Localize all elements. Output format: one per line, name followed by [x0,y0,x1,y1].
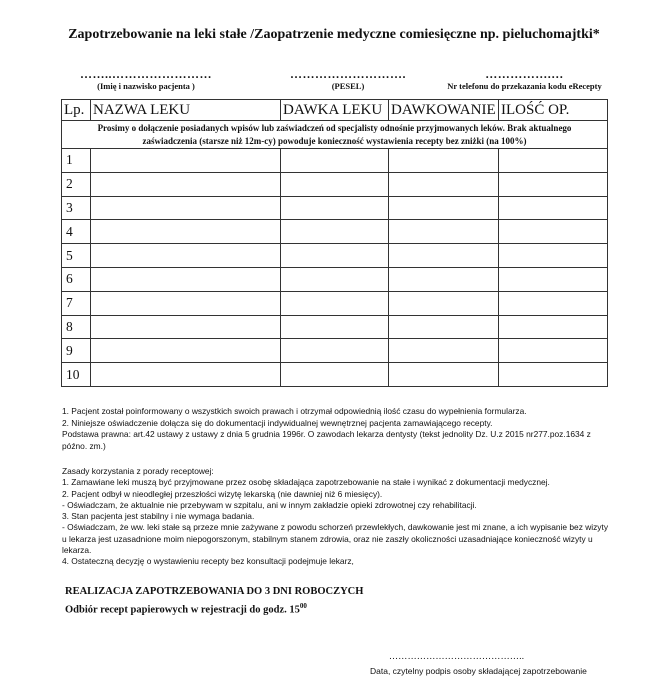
dosing-cell[interactable] [389,315,499,339]
quantity-cell[interactable] [499,267,608,291]
phone-field[interactable] [437,67,612,91]
rule-item: 4. Ostateczną decyzję o wystawieniu recepty bez konsultacji podejmuje lekarz, [62,556,354,567]
header-dosing: DAWKOWANIE [389,100,499,121]
table-note-row [62,121,608,149]
dose-cell[interactable] [281,244,389,268]
rules-heading: Zasady korzystania z porady receptowej: [62,466,214,476]
row-number: 7 [62,291,91,315]
dosing-cell[interactable] [389,172,499,196]
signature-label: Data, czytelny podpis osoby składającej zapotrzebowanie [370,666,587,676]
row-number: 5 [62,244,91,268]
drug-name-cell[interactable] [91,339,281,363]
quantity-cell[interactable] [499,244,608,268]
table-header-row [62,100,608,121]
drug-name-cell[interactable] [91,267,281,291]
row-number: 8 [62,315,91,339]
note-item: 1. Pacjent został poinformowany o wszystkich swoich prawach i otrzymał odpowiednią ilość czasu do wypełnienia formularza. [62,406,527,416]
row-number: 10 [62,363,91,387]
dosing-cell[interactable] [389,220,499,244]
drug-name-cell[interactable] [91,172,281,196]
table-note-line-2: zaświadczenia (starsze niż 12m-cy) powoduje konieczność wystawienia recepty bez zniżki (na 100%) [142,135,527,146]
dosing-cell[interactable] [389,339,499,363]
quantity-cell[interactable] [499,363,608,387]
row-number: 6 [62,267,91,291]
rule-item: 1. Zamawiane leki muszą być przyjmowane przez osobę składająca zapotrzebowanie na stałe i wynikać z dokumentacji medycznej. [62,477,550,488]
header-drug-name: NAZWA LEKU [91,100,281,121]
rule-item: - Oświadczam, że ww. leki stałe są przeze mnie zażywane z powodu schorzeń przewlekłych, dawkowanie jest mi znane, a ich wypisanie bez wizyty u lekarza jest uzasadnione moim niepogorszonym, stabilnym stanem zdrowia, oraz nie zaszły okoliczności uzasadniające konieczność wizyty u lekarza. [62,522,609,556]
pesel-label: (PESEL) [331,81,365,91]
table-row [62,267,608,291]
table-row [62,363,608,387]
dosing-cell[interactable] [389,244,499,268]
table-note [62,121,608,149]
drug-name-cell[interactable] [91,363,281,387]
table-row [62,291,608,315]
patient-name-field[interactable] [66,67,226,91]
dosing-cell[interactable] [389,267,499,291]
pickup-notice [65,602,307,616]
dose-cell[interactable] [281,196,389,220]
dosing-cell[interactable] [389,363,499,387]
quantity-cell[interactable] [499,315,608,339]
dose-cell[interactable] [281,220,389,244]
dose-cell[interactable] [281,267,389,291]
header-quantity: ILOŚĆ OP. [499,100,608,121]
dose-cell[interactable] [281,363,389,387]
quantity-cell[interactable] [499,339,608,363]
dose-cell[interactable] [281,291,389,315]
table-note-line-1: Prosimy o dołączenie posiadanych wpisów lub zaświadczeń od specjalisty odnośnie przyjmowanych leków. Brak aktualnego [97,122,572,133]
patient-name-label: (Imię i nazwisko pacjenta ) [97,81,195,91]
pesel-dots: ………………………. [290,67,406,81]
dosing-cell[interactable] [389,291,499,315]
table-row [62,244,608,268]
rule-item: 3. Stan pacjenta jest stabilny i nie wymaga badania. [62,511,255,522]
drug-name-cell[interactable] [91,220,281,244]
quantity-cell[interactable] [499,196,608,220]
medication-table [61,99,608,387]
table-row [62,172,608,196]
table-row [62,149,608,173]
rule-item: - Oświadczam, że aktualnie nie przebywam w szpitalu, ani w innym zakładzie opieki zdrowotnej czy rehabilitacji. [62,499,477,510]
dosing-cell[interactable] [389,196,499,220]
rule-item: 2. Pacjent odbył w nieodległej przeszłości wizytę lekarską (nie dawniej niż 6 miesięcy). [62,488,383,499]
phone-dots: …………….… [485,67,564,81]
row-number: 1 [62,149,91,173]
row-number: 9 [62,339,91,363]
quantity-cell[interactable] [499,149,608,173]
row-number: 2 [62,172,91,196]
consent-notes [62,406,610,452]
quantity-cell[interactable] [499,291,608,315]
note-item: 2. Niniejsze oświadczenie dołącza się do dokumentacji indywidualnej wewnętrznej pacjenta zamawiającego recepty. [62,417,493,428]
pickup-hour-sup: 00 [299,602,307,610]
table-row [62,196,608,220]
phone-label: Nr telefonu do przekazania kodu eRecepty [447,81,602,91]
header-lp: Lp. [62,100,91,121]
table-row [62,315,608,339]
table-row [62,339,608,363]
quantity-cell[interactable] [499,220,608,244]
pickup-text: Odbiór recept papierowych w rejestracji do godz. 15 [65,604,300,616]
dose-cell[interactable] [281,315,389,339]
dose-cell[interactable] [281,339,389,363]
legal-basis: Podstawa prawna: art.42 ustawy z ustawy z dnia 5 grudnia 1996r. O zawodach lekarza dentysty (tekst jednolity Dz. U.z 2015 nr277.poz.1634 z późno. zm.) [62,429,591,451]
drug-name-cell[interactable] [91,196,281,220]
table-row [62,220,608,244]
header-dose: DAWKA LEKU [281,100,389,121]
signature-line[interactable]: …………………………………….. [389,651,525,661]
row-number: 3 [62,196,91,220]
patient-name-dots: ……..…………………… [80,67,212,81]
prescription-rules [62,466,610,568]
dose-cell[interactable] [281,149,389,173]
drug-name-cell[interactable] [91,291,281,315]
drug-name-cell[interactable] [91,244,281,268]
drug-name-cell[interactable] [91,149,281,173]
dosing-cell[interactable] [389,149,499,173]
drug-name-cell[interactable] [91,315,281,339]
row-number: 4 [62,220,91,244]
dose-cell[interactable] [281,172,389,196]
document-title: Zapotrzebowanie na leki stałe /Zaopatrzenie medyczne comiesięczne np. pieluchomajtki* [68,27,600,42]
pesel-field[interactable] [283,67,413,91]
quantity-cell[interactable] [499,172,608,196]
realization-notice: REALIZACJA ZAPOTRZEBOWANIA DO 3 DNI ROBOCZYCH [65,586,364,597]
